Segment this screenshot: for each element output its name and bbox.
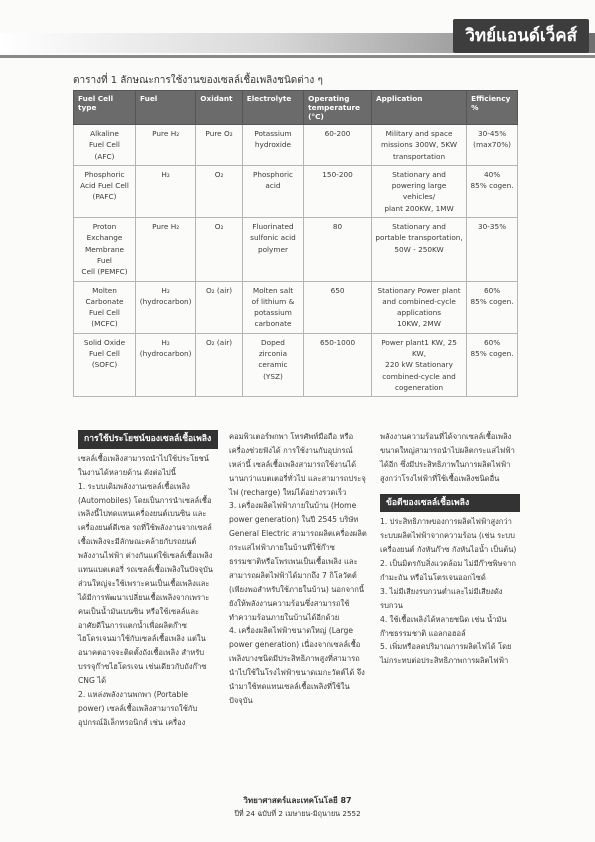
article-column-1	[78, 430, 216, 730]
table-cell: 30-45% (max70%)	[467, 125, 518, 166]
table-row	[74, 218, 518, 281]
table-cell: 650-1000	[304, 333, 372, 396]
table-cell: Pure H₂	[136, 218, 196, 281]
table-row	[74, 333, 518, 396]
body-text: เซลล์เชื้อเพลิงสามารถนำไปใช้ประโยชน์ในงานได้หลายด้าน ดังต่อไปนี้ 1. ระบบเดิมพลังงานเซลล์เชื้อเพลิง (Automobiles) โดยเป็นการนำเซลล์เชื้อเพลิงนี้ไปทดแทนเครื่องยนต์เบนซิน และเครื่องยนต์ดีเซล รถที่ใช้พลังงานจากเซลล์เชื้อเพลิงจะมีลักษณะคล้ายกับรถยนต์พลังงานไฟฟ้า ต่างกันแต่ใช้เซลล์เชื้อเพลิงแทนแบตเตอรี่ รถเซลล์เชื้อเพลิงในปัจจุบันส่วนใหญ่จะใช้เพราะคนเป็นเชื้อเพลิงและได้มีการพัฒนาเปลี่ยนเชื้อเพลิงจากเพราะคนเป็นน้ำมันเบนซิน หรือใช้เซลล์และอาศัยดีในการแตกน้ำเพื่อผลิตก๊าซไฮโดรเจนมาใช้กับเซลล์เชื้อเพลิง แต่ในอนาคตอาจจะติดตั้งถังเชื้อเพลิง สำหรับบรรจุก๊าซไฮโดรเจน เช่นเดียวกับถังก๊าซ CNG ได้ 2. แหล่งพลังงานพกพา (Portable power) เซลล์เชื้อเพลิงสามารถใช้กับอุปกรณ์อิเล็กทรอนิกส์ เช่น เครื่อง	[78, 453, 213, 727]
table-cell: O₂ (air)	[196, 333, 243, 396]
header-electrolyte: Electrolyte	[242, 91, 303, 125]
table-cell: 40% 85% cogen.	[467, 165, 518, 217]
footer-journal-page: วิทยาศาสตร์และเทคโนโลยี 87	[243, 796, 352, 805]
article-column-3	[380, 430, 518, 668]
table-caption: ตารางที่ 1 ลักษณะการใช้งานของเซลล์เชื้อเพลิงชนิดต่าง ๆ	[73, 75, 323, 86]
table-cell: Power plant1 KW, 25 KW, 220 kW Stationary combined-cycle and cogeneration	[371, 333, 466, 396]
table-cell: 60-200	[304, 125, 372, 166]
table-row	[74, 125, 518, 166]
table-cell: 60% 85% cogen.	[467, 281, 518, 333]
header-stripe	[0, 55, 595, 58]
table-row	[74, 281, 518, 333]
magazine-header	[0, 19, 595, 59]
fuel-cell-table	[73, 90, 518, 397]
table-cell: Alkaline Fuel Cell (AFC)	[74, 125, 136, 166]
table-cell: Phosphoric acid	[242, 165, 303, 217]
table-cell: Solid Oxide Fuel Cell (SOFC)	[74, 333, 136, 396]
header-oxidant: Oxidant	[196, 91, 243, 125]
table-cell: Proton Exchange Membrane Fuel Cell (PEMFC)	[74, 218, 136, 281]
header-operating-temperature: Operating temperature (°C)	[304, 91, 372, 125]
table-cell: 60% 85% cogen.	[467, 333, 518, 396]
table-cell: Stationary and portable transportation, 50W - 250KW	[371, 218, 466, 281]
table-cell: O₂ (air)	[196, 281, 243, 333]
section-heading-uses: การใช้ประโยชน์ของเซลล์เชื้อเพลิง	[78, 430, 218, 449]
body-text: 1. ประสิทธิภาพของการผลิตไฟฟ้าสูงกว่าระบบผลิตไฟฟ้าจากความร้อน (เช่น ระบบเครื่องยนต์ กังหันก๊าซ กังหันไอน้ำ เป็นต้น) 2. เป็นมิตรกับสิ่งแวดล้อม ไม่มีก๊าซพิษจากกำมะถัน หรือไนโตรเจนออกไซด์ 3. ไม่มีเสียงรบกวนต่ำและไม่มีเสียงดังรบกวน 4. ใช้เชื้อเพลิงได้หลายชนิด เช่น น้ำมัน ก๊าซธรรมชาติ แอลกอฮอล์ 5. เพิ่มหรือลดปริมาณการผลิตไฟได้ โดยไม่กระทบต่อประสิทธิภาพการผลิตไฟฟ้า	[380, 517, 517, 666]
header-fuel-cell-type: Fuel Cell type	[74, 91, 136, 125]
section-heading-advantages: ข้อดีของเซลล์เชื้อเพลิง	[380, 494, 520, 513]
table-cell: Stationary and powering large vehicles/ plant 200KW, 1MW	[371, 165, 466, 217]
table-cell: H₂ (hydrocarbon)	[136, 281, 196, 333]
table-header-row	[74, 91, 518, 125]
table-cell: 650	[304, 281, 372, 333]
table-cell: Potassium hydroxide	[242, 125, 303, 166]
footer-issue: ปีที่ 24 ฉบับที่ 2 เมษายน-มิถุนายน 2552	[234, 809, 361, 818]
table-cell: Doped zirconia ceramic (YSZ)	[242, 333, 303, 396]
table-cell: 80	[304, 218, 372, 281]
table-cell: Phosphoric Acid Fuel Cell (PAFC)	[74, 165, 136, 217]
magazine-logo: วิทย์แอนด์เว็คส์	[453, 19, 589, 53]
page-footer	[0, 794, 595, 820]
table-cell: 150-200	[304, 165, 372, 217]
table-cell: Fluorinated sulfonic acid polymer	[242, 218, 303, 281]
table-cell: O₂	[196, 218, 243, 281]
header-fuel: Fuel	[136, 91, 196, 125]
table-row	[74, 165, 518, 217]
table-cell: H₂	[136, 165, 196, 217]
table-cell: 30-35%	[467, 218, 518, 281]
table-cell: O₂	[196, 165, 243, 217]
body-text: พลังงานความร้อนที่ได้จากเซลล์เชื้อเพลิงขนาดใหญ่สามารถนำไปผลิตกระแสไฟฟ้าได้อีก ซึ่งมีประสิทธิภาพในการผลิตไฟฟ้าสูงกว่าโรงไฟฟ้าที่ใช้เชื้อเพลิงชนิดอื่น	[380, 432, 515, 483]
header-efficiency: Efficiency %	[467, 91, 518, 125]
table-cell: Pure H₂	[136, 125, 196, 166]
table-cell: Molten salt of lithium & potassium carbonate	[242, 281, 303, 333]
table-cell: Molten Carbonate Fuel Cell (MCFC)	[74, 281, 136, 333]
table-cell: Pure O₂	[196, 125, 243, 166]
table-cell: Military and space missions 300W, 5KW transportation	[371, 125, 466, 166]
table-cell: H₂ (hydrocarbon)	[136, 333, 196, 396]
article-column-2	[229, 430, 367, 708]
body-text: คอมพิวเตอร์พกพา โทรศัพท์มือถือ หรือเครื่องช่วยฟังได้ การใช้งานกับอุปกรณ์เหล่านี้ เซลล์เชื้อเพลิงสามารถใช้งานได้นานกว่าแบตเตอรี่ทั่วไป และสามารถประจุไฟ (recharge) ใหม่ได้อย่างรวดเร็ว 3. เครื่องผลิตไฟฟ้าภายในบ้าน (Home power generation) ในปี 2545 บริษัท General Electric สามารถผลิตเครื่องผลิตกระแสไฟฟ้าภายในบ้านที่ใช้ก๊าซธรรมชาติหรือโพรเพนเป็นเชื้อเพลิง และสามารถผลิตไฟฟ้าได้มากถึง 7 กิโลวัตต์ (เพียงพอสำหรับใช้ภายในบ้าน) นอกจากนี้ ยังให้พลังงานความร้อนซึ่งสามารถใช้ทำความร้อนภายในบ้านได้อีกด้วย 4. เครื่องผลิตไฟฟ้าขนาดใหญ่ (Large power generation) เนื่องจากเซลล์เชื้อเพลิงบางชนิดมีประสิทธิภาพสูงที่สามารถนำไปใช้ในโรงไฟฟ้าขนาดเมกะวัตต์ได้ จึงนำมาใช้ทดแทนเซลล์เชื้อเพลิงที่ใช้ในปัจจุบัน	[229, 432, 367, 705]
table-cell: Stationary Power plant and combined-cycle applications 10KW, 2MW	[371, 281, 466, 333]
header-application: Application	[371, 91, 466, 125]
